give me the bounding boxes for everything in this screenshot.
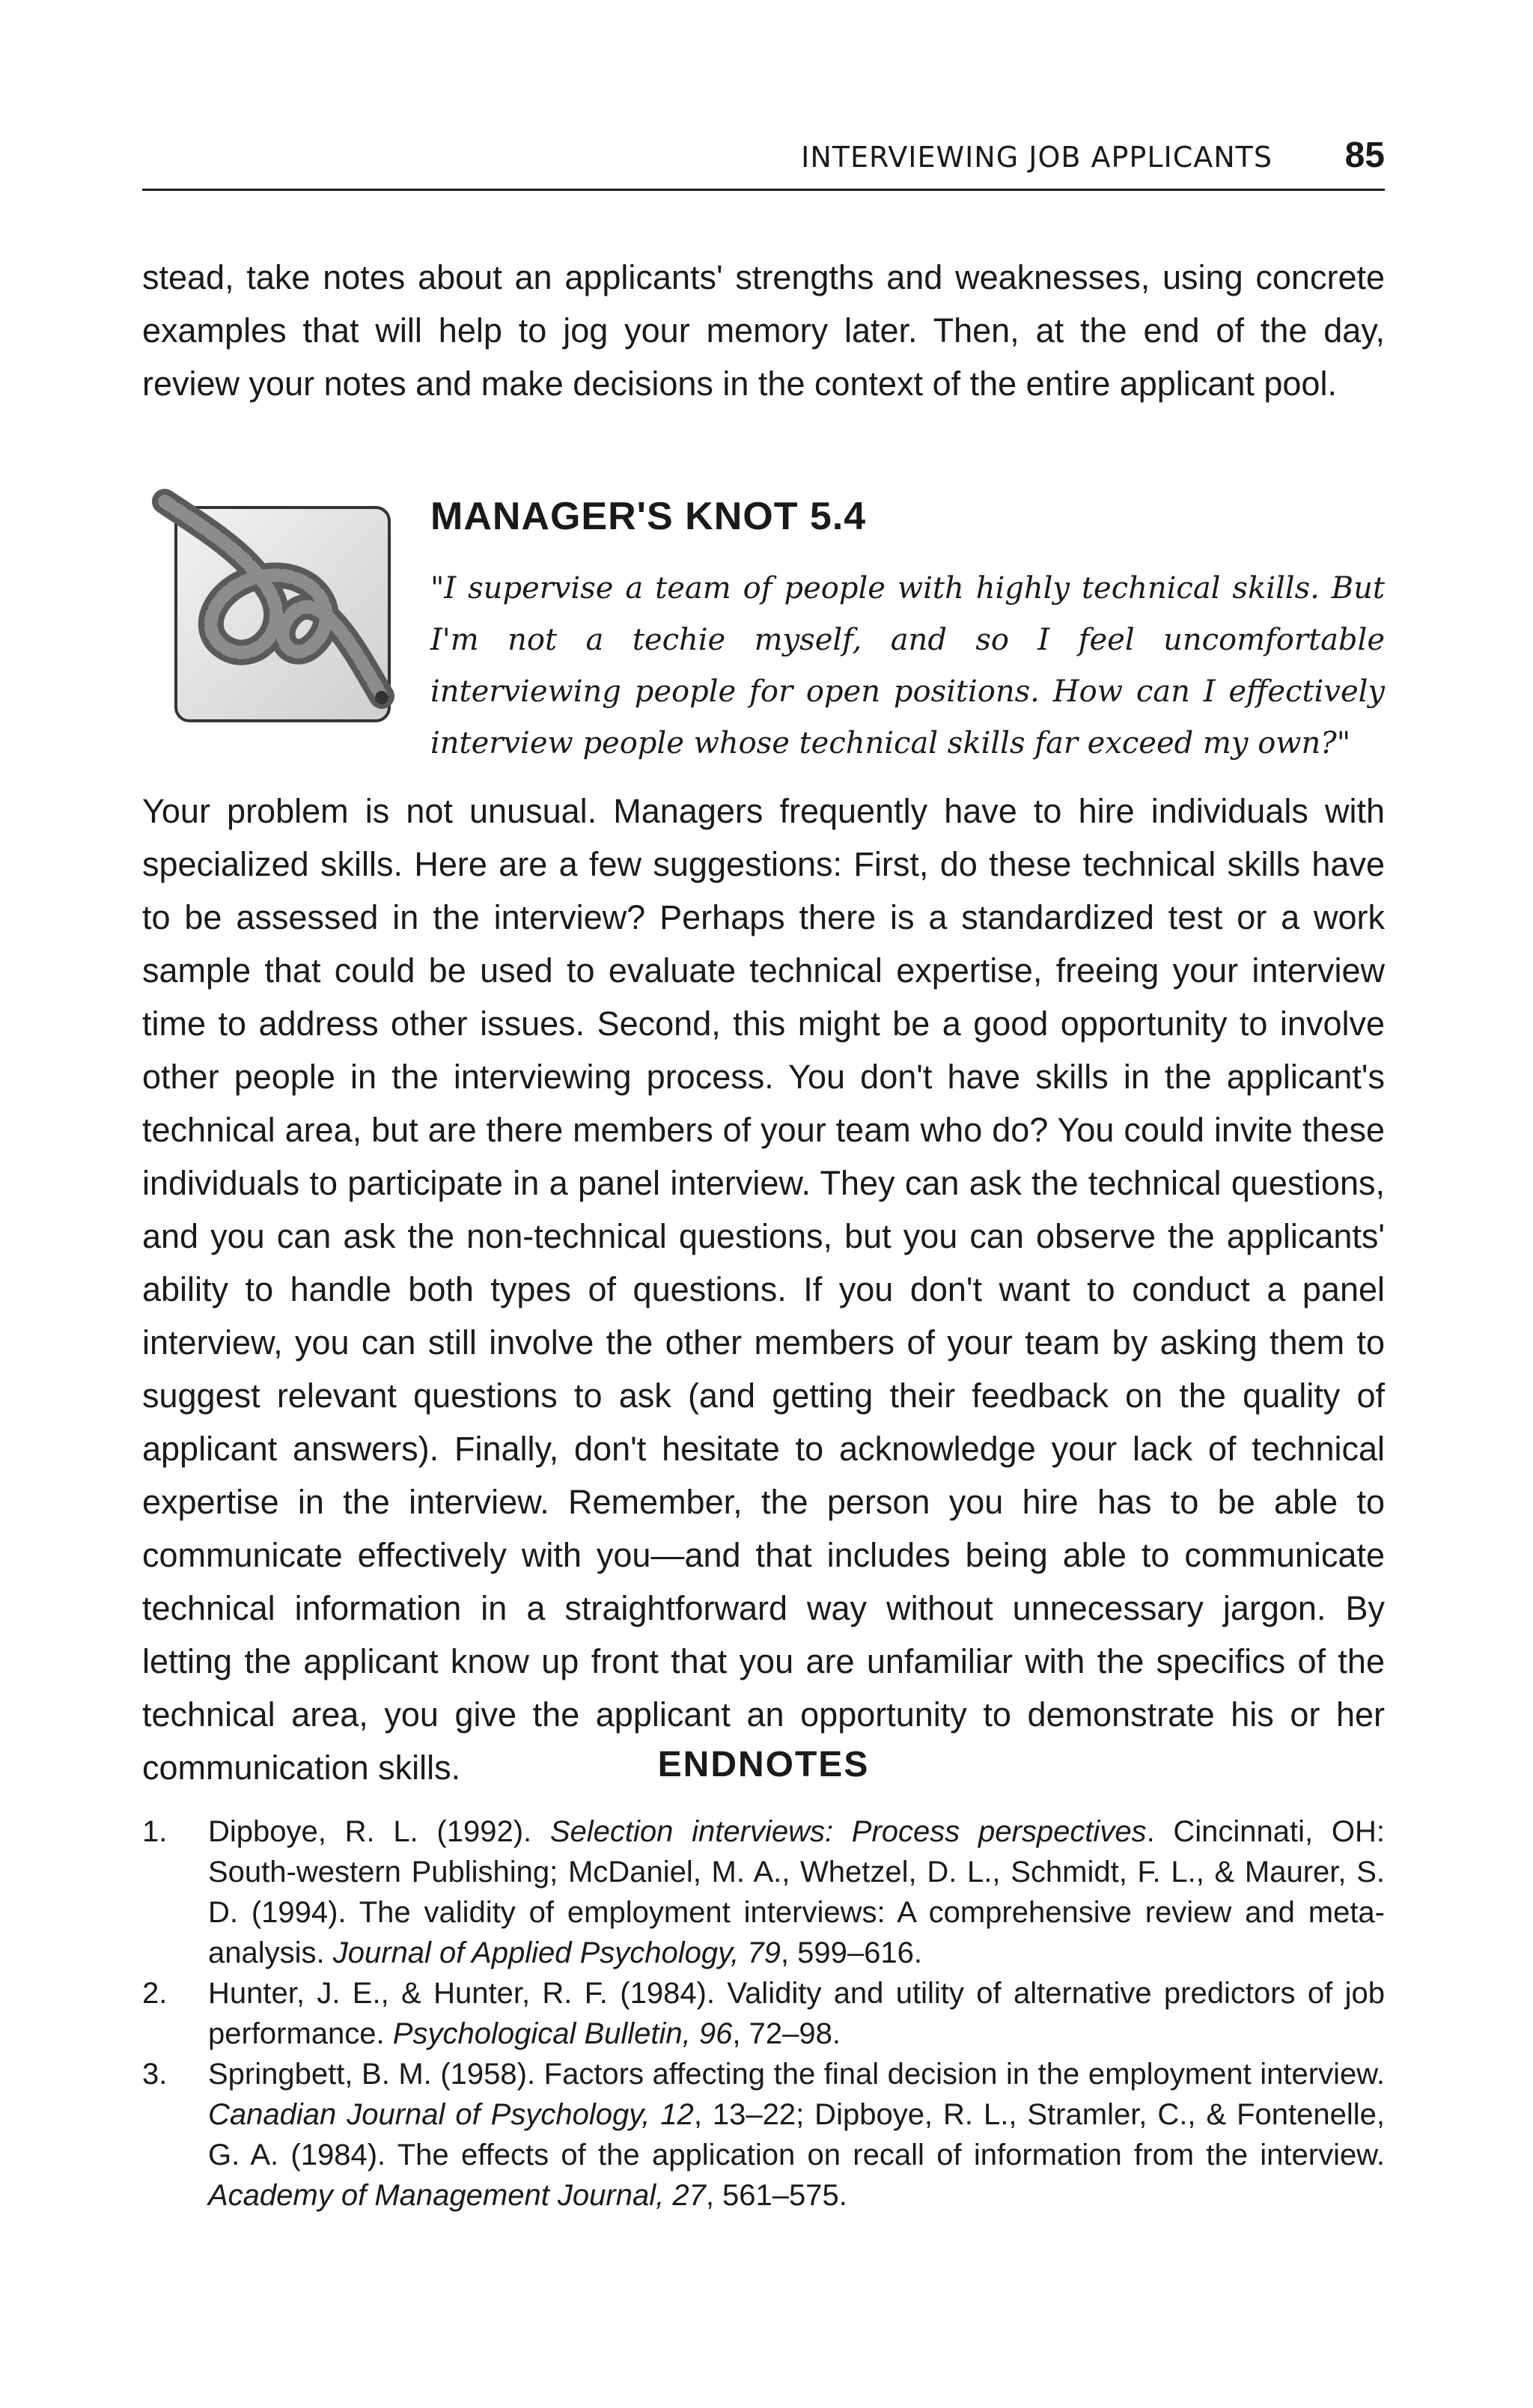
endnote-text: , 561–575. xyxy=(705,2179,847,2212)
endnote-text: , 72–98. xyxy=(732,2017,841,2050)
endnote-text: Springbett, B. M. (1958). Factors affecting the final decision in the employment interview. xyxy=(208,2058,1385,2091)
endnotes-heading: ENDNOTES xyxy=(657,1745,870,1784)
endnote-number: 1. xyxy=(142,1815,168,1848)
endnote-text: , 13–22; Dipboye, R. L., Stramler, C., & Fontenelle, G. A. (1984). The effects of the application on recall of information from the interview. xyxy=(208,2098,1385,2171)
rope-knot-icon xyxy=(142,487,400,745)
endnote-citation-title: Canadian Journal of Psychology, 12 xyxy=(208,2098,694,2131)
endnote-item xyxy=(142,1973,1385,2054)
endnotes-list xyxy=(142,1811,1385,2216)
endnote-number: 3. xyxy=(142,2058,168,2091)
endnote-text: Dipboye, R. L. (1992). xyxy=(208,1815,550,1848)
endnote-citation-title: Academy of Management Journal, 27 xyxy=(208,2179,706,2212)
endnote-citation-title: Journal of Applied Psychology, 79 xyxy=(332,1936,781,1969)
running-head xyxy=(142,135,1385,191)
page-number: 85 xyxy=(1344,135,1385,175)
endnote-text: . Cincinnati, OH: South-western Publishing; McDaniel, M. A., Whetzel, D. L., Schmidt, F. L., & Maurer, S. D. (1994). The validity of employment interviews: A comprehensive review and meta-analysis. xyxy=(208,1815,1385,1969)
managers-knot-heading: MANAGER'S KNOT 5.4 xyxy=(430,495,867,538)
endnote-item xyxy=(142,2054,1385,2216)
running-head-title: INTERVIEWING JOB APPLICANTS xyxy=(801,141,1273,174)
endnote-number: 2. xyxy=(142,1977,168,2010)
endnote-citation-title: Psychological Bulletin, 96 xyxy=(392,2017,733,2050)
managers-knot-quote: "I supervise a team of people with highly technical skills. But I'm not a techie myself, and so I feel uncomfortable interviewing people for open positions. How can I effectively interview people whose technical skills far exceed my own?" xyxy=(430,571,1385,760)
endnote-citation-title: Selection interviews: Process perspectives xyxy=(549,1815,1147,1848)
intro-paragraph: stead, take notes about an applicants' strengths and weaknesses, using concrete examples that will help to jog your memory later. Then, at the end of the day, review your notes and make decisions in the context of the entire applicant pool. xyxy=(142,258,1385,403)
endnote-text: Hunter, J. E., & Hunter, R. F. (1984). Validity and utility of alternative predictors of job performance. xyxy=(208,1977,1385,2050)
endnote-text: , 599–616. xyxy=(780,1936,922,1969)
endnote-item xyxy=(142,1811,1385,1973)
answer-paragraph: Your problem is not unusual. Managers frequently have to hire individuals with specialized skills. Here are a few suggestions: First, do these technical skills have to be assessed in the interview? Perhaps there is a standardized test or a work sample that could be used to evaluate technical expertise, freeing your interview time to address other issues. Second, this might be a good opportunity to involve other people in the interviewing process. You don't have skills in the applicant's technical area, but are there members of your team who do? You could invite these individuals to participate in a panel interview. They can ask the technical questions, and you can ask the non-technical questions, but you can observe the applicants' ability to handle both types of questions. If you don't want to conduct a panel interview, you can still involve the other members of your team by asking them to suggest relevant questions to ask (and getting their feedback on the quality of applicant answers). Finally, don't hesitate to acknowledge your lack of technical expertise in the interview. Remember, the person you hire has to be able to communicate effectively with you—and that includes being able to communicate technical information in a straightforward way without unnecessary jargon. By letting the applicant know up front that you are unfamiliar with the specifics of the technical area, you give the applicant an opportunity to demonstrate his or her communication skills. xyxy=(142,792,1385,1787)
